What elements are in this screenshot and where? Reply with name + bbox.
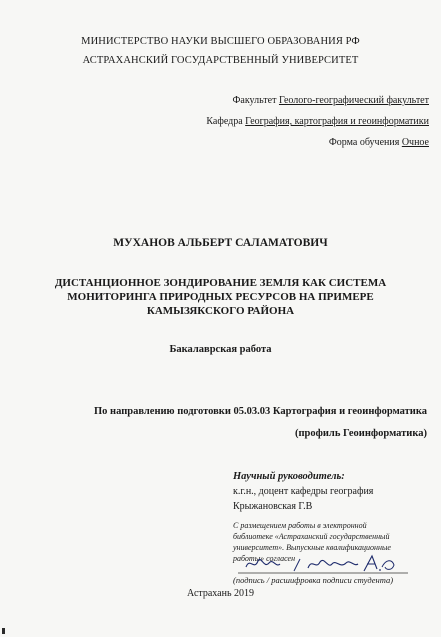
work-type: Бакалаврская работа xyxy=(169,344,272,355)
scan-edge-mark xyxy=(2,628,5,634)
thesis-title-line-3: КАМЫЗЯКСКОГО РАЙОНА xyxy=(146,305,295,317)
consent-note-line-3: университет». Выпускные квалификационные xyxy=(233,543,391,552)
department-label: Кафедра xyxy=(206,116,243,127)
university-name: АСТРАХАНСКИЙ ГОСУДАРСТВЕННЫЙ УНИВЕРСИТЕТ xyxy=(82,55,359,66)
ministry-name: МИНИСТЕРСТВО НАУКИ ВЫСШЕГО ОБРАЗОВАНИЯ РФ xyxy=(81,36,360,47)
study-form-label: Форма обучения xyxy=(328,137,400,148)
study-form-line xyxy=(329,137,429,148)
thesis-title xyxy=(0,276,441,318)
author-name: МУХАНОВ АЛЬБЕРТ САЛАМАТОВИЧ xyxy=(113,237,328,249)
consent-note-line-4: работы» согласен xyxy=(233,554,296,563)
faculty-line xyxy=(232,95,429,106)
direction-line: По направлению подготовки 05.03.03 Картография и геоинформатика xyxy=(94,406,427,417)
supervisor-name: Крыжановская Г.В xyxy=(233,501,313,512)
consent-note-line-1: С размещением работы в электронной xyxy=(233,521,367,530)
faculty-value: Геолого-географический факультет xyxy=(278,95,429,106)
city-year: Астрахань 2019 xyxy=(186,588,255,599)
signature-caption: (подпись / расшифровка подписи студента) xyxy=(233,575,394,585)
thesis-title-line-1: ДИСТАНЦИОННОЕ ЗОНДИРОВАНИЕ ЗЕМЛЯ КАК СИСТЕМА xyxy=(54,277,387,289)
department-line xyxy=(206,116,429,127)
faculty-label: Факультет xyxy=(232,95,277,106)
supervisor-position: к.г.н., доцент кафедры география xyxy=(233,486,374,497)
profile-line: (профиль Геоинформатика) xyxy=(294,428,427,439)
supervisor-heading: Научный руководитель: xyxy=(233,471,345,482)
department-value: География, картография и геоинформатики xyxy=(245,116,429,127)
handwritten-signature xyxy=(236,553,411,577)
study-form-value: Очное xyxy=(401,137,429,148)
thesis-title-line-2: МОНИТОРИНГА ПРИРОДНЫХ РЕСУРСОВ НА ПРИМЕРЕ xyxy=(67,291,374,303)
consent-note-line-2: библиотеке «Астраханский государственный xyxy=(233,532,390,541)
